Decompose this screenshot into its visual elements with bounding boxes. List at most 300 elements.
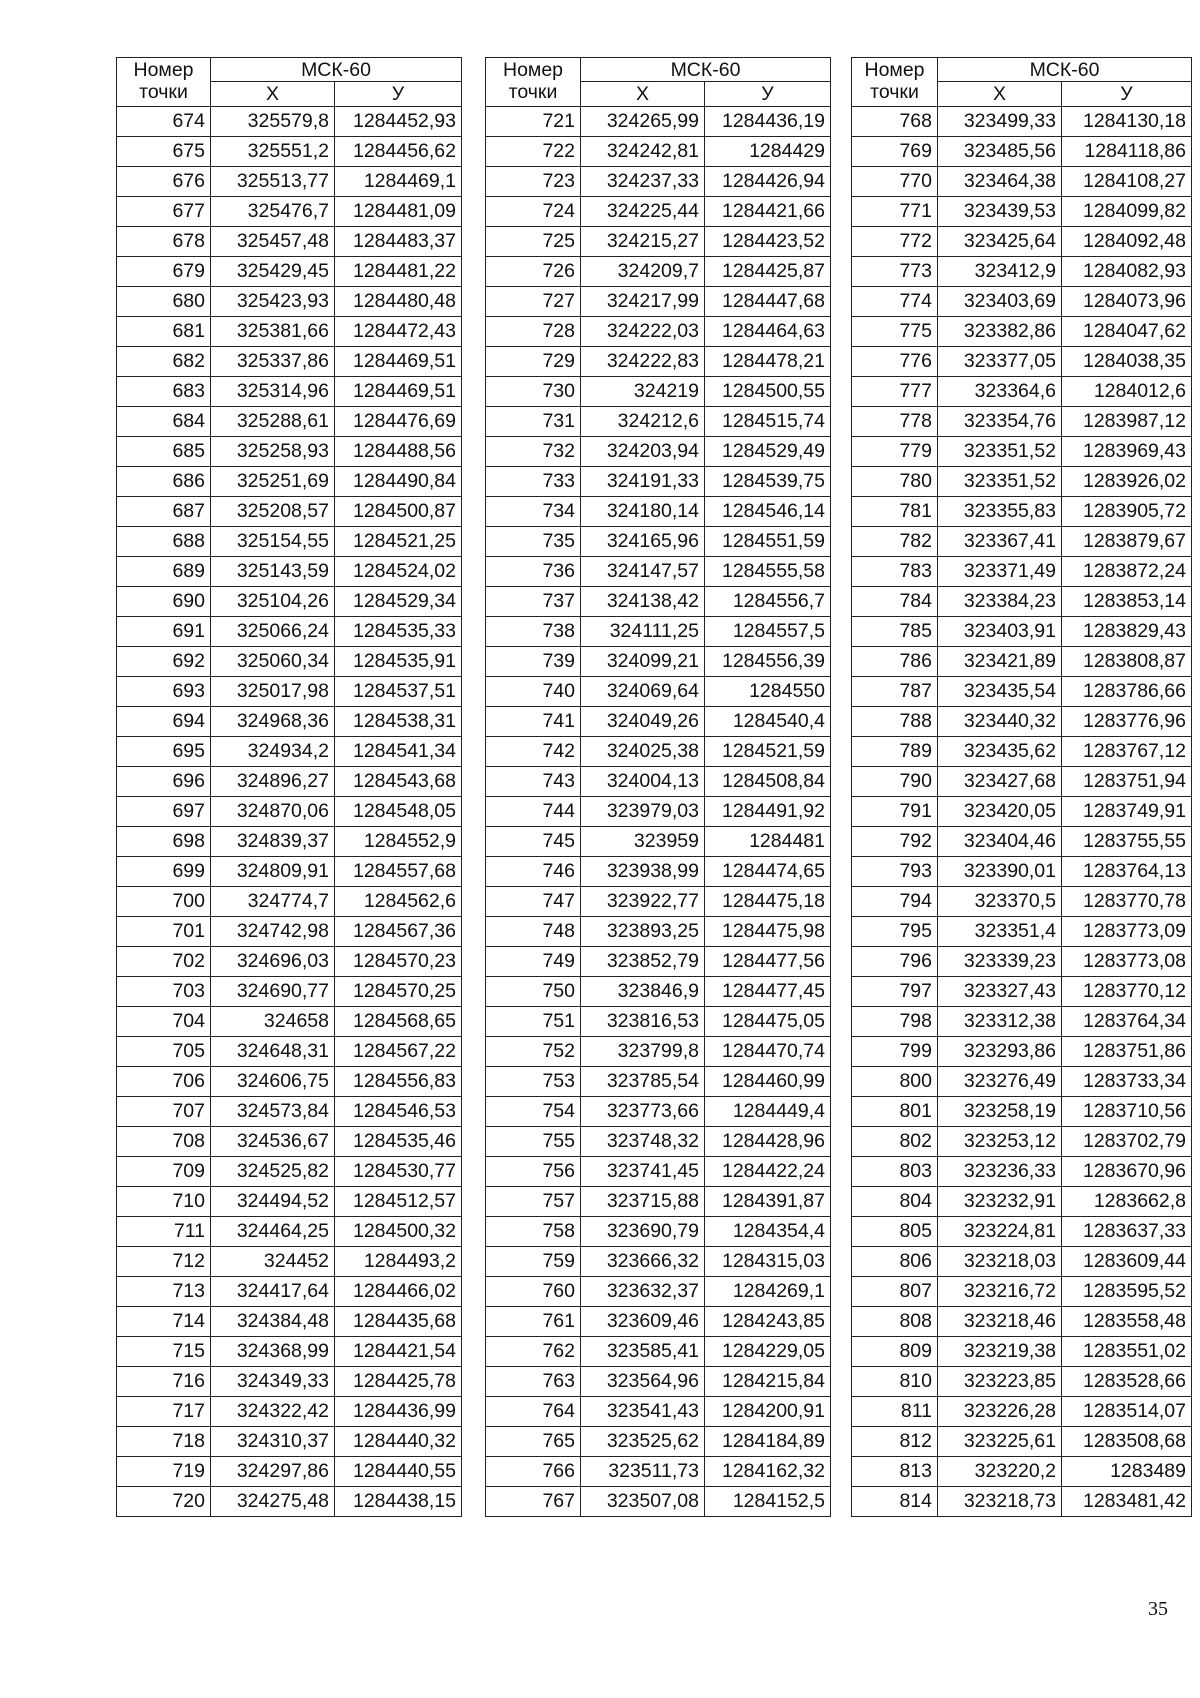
x-cell: 324310,37 <box>211 1427 335 1457</box>
y-cell: 1284099,82 <box>1062 197 1192 227</box>
x-cell: 324774,7 <box>211 887 335 917</box>
table-row <box>117 167 462 197</box>
point-number-cell: 795 <box>852 917 938 947</box>
y-cell: 1284508,84 <box>705 767 831 797</box>
y-cell: 1283755,55 <box>1062 827 1192 857</box>
y-header: У <box>335 82 462 107</box>
table-row <box>486 1187 831 1217</box>
x-cell: 323715,88 <box>581 1187 705 1217</box>
y-cell: 1284423,52 <box>705 227 831 257</box>
x-cell: 323377,05 <box>938 347 1062 377</box>
table-row <box>486 227 831 257</box>
point-number-cell: 724 <box>486 197 581 227</box>
x-cell: 325314,96 <box>211 377 335 407</box>
point-number-cell: 782 <box>852 527 938 557</box>
table-row <box>117 257 462 287</box>
x-cell: 323293,86 <box>938 1037 1062 1067</box>
table-row <box>852 497 1192 527</box>
table-row <box>486 737 831 767</box>
table-row <box>852 257 1192 287</box>
point-number-cell: 720 <box>117 1487 211 1517</box>
table-row <box>117 1037 462 1067</box>
y-cell: 1284540,4 <box>705 707 831 737</box>
y-cell: 1283751,86 <box>1062 1037 1192 1067</box>
table-row <box>117 347 462 377</box>
y-cell: 1284108,27 <box>1062 167 1192 197</box>
x-cell: 323464,38 <box>938 167 1062 197</box>
x-cell: 324242,81 <box>581 137 705 167</box>
table-row <box>486 377 831 407</box>
table-row <box>852 317 1192 347</box>
y-cell: 1283872,24 <box>1062 557 1192 587</box>
coordinates-table-3 <box>851 57 1192 1517</box>
point-number-cell: 721 <box>486 107 581 137</box>
point-number-cell: 741 <box>486 707 581 737</box>
y-cell: 1284475,18 <box>705 887 831 917</box>
point-number-cell: 799 <box>852 1037 938 1067</box>
x-cell: 324494,52 <box>211 1187 335 1217</box>
point-number-cell: 703 <box>117 977 211 1007</box>
x-cell: 324696,03 <box>211 947 335 977</box>
point-number-cell: 699 <box>117 857 211 887</box>
table-row <box>486 887 831 917</box>
table-row <box>117 1097 462 1127</box>
table-row <box>117 437 462 467</box>
point-number-cell: 677 <box>117 197 211 227</box>
table-row <box>486 197 831 227</box>
x-cell: 324384,48 <box>211 1307 335 1337</box>
y-cell: 1283764,34 <box>1062 1007 1192 1037</box>
table-row <box>852 1067 1192 1097</box>
point-number-cell: 698 <box>117 827 211 857</box>
table-row <box>852 107 1192 137</box>
x-cell: 325337,86 <box>211 347 335 377</box>
table-row <box>117 707 462 737</box>
y-cell: 1284421,54 <box>335 1337 462 1367</box>
table-row <box>486 437 831 467</box>
y-cell: 1283767,12 <box>1062 737 1192 767</box>
x-cell: 323223,85 <box>938 1367 1062 1397</box>
point-number-cell: 710 <box>117 1187 211 1217</box>
x-cell: 323435,54 <box>938 677 1062 707</box>
point-number-cell: 809 <box>852 1337 938 1367</box>
y-cell: 1284556,83 <box>335 1067 462 1097</box>
point-number-cell: 730 <box>486 377 581 407</box>
y-cell: 1284130,18 <box>1062 107 1192 137</box>
table-row <box>486 317 831 347</box>
point-number-cell: 763 <box>486 1367 581 1397</box>
x-cell: 325154,55 <box>211 527 335 557</box>
point-number-cell: 695 <box>117 737 211 767</box>
table-row <box>486 347 831 377</box>
y-cell: 1283764,13 <box>1062 857 1192 887</box>
point-number-cell: 781 <box>852 497 938 527</box>
table-row <box>486 107 831 137</box>
point-number-cell: 692 <box>117 647 211 677</box>
table-row <box>486 857 831 887</box>
point-number-cell: 718 <box>117 1427 211 1457</box>
y-cell: 1283879,67 <box>1062 527 1192 557</box>
table-row <box>486 827 831 857</box>
x-cell: 323384,23 <box>938 587 1062 617</box>
point-number-cell: 717 <box>117 1397 211 1427</box>
point-number-cell: 742 <box>486 737 581 767</box>
x-cell: 323403,91 <box>938 617 1062 647</box>
y-cell: 1284491,92 <box>705 797 831 827</box>
x-cell: 325476,7 <box>211 197 335 227</box>
table-row <box>486 497 831 527</box>
table-row <box>852 917 1192 947</box>
y-cell: 1284118,86 <box>1062 137 1192 167</box>
point-number-cell: 685 <box>117 437 211 467</box>
point-number-cell: 686 <box>117 467 211 497</box>
y-cell: 1283749,91 <box>1062 797 1192 827</box>
table-row <box>486 1277 831 1307</box>
y-cell: 1284537,51 <box>335 677 462 707</box>
x-cell: 324219 <box>581 377 705 407</box>
x-cell: 323364,6 <box>938 377 1062 407</box>
table-row <box>486 467 831 497</box>
x-cell: 324452 <box>211 1247 335 1277</box>
x-cell: 324536,67 <box>211 1127 335 1157</box>
y-cell: 1283786,66 <box>1062 677 1192 707</box>
point-number-cell: 702 <box>117 947 211 977</box>
x-cell: 323412,9 <box>938 257 1062 287</box>
y-cell: 1284315,03 <box>705 1247 831 1277</box>
point-number-cell: 678 <box>117 227 211 257</box>
point-number-cell: 745 <box>486 827 581 857</box>
x-cell: 323220,2 <box>938 1457 1062 1487</box>
x-cell: 323421,89 <box>938 647 1062 677</box>
table-row <box>852 1277 1192 1307</box>
table-row <box>852 737 1192 767</box>
y-cell: 1284481,22 <box>335 257 462 287</box>
y-cell: 1284557,68 <box>335 857 462 887</box>
y-cell: 1284184,89 <box>705 1427 831 1457</box>
point-number-cell: 701 <box>117 917 211 947</box>
y-cell: 1283776,96 <box>1062 707 1192 737</box>
table-row <box>852 377 1192 407</box>
point-number-cell: 803 <box>852 1157 938 1187</box>
y-cell: 1284200,91 <box>705 1397 831 1427</box>
x-cell: 323225,61 <box>938 1427 1062 1457</box>
table-row <box>852 407 1192 437</box>
table-row <box>852 197 1192 227</box>
point-number-cell: 708 <box>117 1127 211 1157</box>
x-cell: 324573,84 <box>211 1097 335 1127</box>
point-number-cell: 750 <box>486 977 581 1007</box>
point-number-cell: 769 <box>852 137 938 167</box>
table-row <box>486 407 831 437</box>
x-cell: 323816,53 <box>581 1007 705 1037</box>
point-number-cell: 762 <box>486 1337 581 1367</box>
x-cell: 324896,27 <box>211 767 335 797</box>
point-number-cell: 735 <box>486 527 581 557</box>
point-number-cell: 697 <box>117 797 211 827</box>
point-number-header: Номер точки <box>852 58 938 107</box>
table-row <box>117 1127 462 1157</box>
y-cell: 1283808,87 <box>1062 647 1192 677</box>
table-row <box>852 767 1192 797</box>
point-number-cell: 727 <box>486 287 581 317</box>
table-row <box>852 647 1192 677</box>
table-row <box>117 737 462 767</box>
point-number-cell: 739 <box>486 647 581 677</box>
point-number-cell: 768 <box>852 107 938 137</box>
y-cell: 1284426,94 <box>705 167 831 197</box>
y-cell: 1284421,66 <box>705 197 831 227</box>
point-number-cell: 687 <box>117 497 211 527</box>
table-row <box>486 767 831 797</box>
y-cell: 1283905,72 <box>1062 497 1192 527</box>
y-cell: 1284521,59 <box>705 737 831 767</box>
point-number-cell: 749 <box>486 947 581 977</box>
x-cell: 323511,73 <box>581 1457 705 1487</box>
table-row <box>117 1217 462 1247</box>
x-cell: 323852,79 <box>581 947 705 977</box>
x-cell: 325288,61 <box>211 407 335 437</box>
y-cell: 1284436,19 <box>705 107 831 137</box>
y-cell: 1283528,66 <box>1062 1367 1192 1397</box>
point-number-cell: 755 <box>486 1127 581 1157</box>
point-number-cell: 694 <box>117 707 211 737</box>
point-number-cell: 734 <box>486 497 581 527</box>
x-cell: 325457,48 <box>211 227 335 257</box>
table-row <box>486 1397 831 1427</box>
point-number-cell: 784 <box>852 587 938 617</box>
point-number-cell: 796 <box>852 947 938 977</box>
y-cell: 1284472,43 <box>335 317 462 347</box>
x-cell: 324658 <box>211 1007 335 1037</box>
x-cell: 325208,57 <box>211 497 335 527</box>
x-cell: 323799,8 <box>581 1037 705 1067</box>
point-number-cell: 788 <box>852 707 938 737</box>
point-number-header: Номер точки <box>486 58 581 107</box>
x-cell: 324417,64 <box>211 1277 335 1307</box>
y-cell: 1283489 <box>1062 1457 1192 1487</box>
y-cell: 1284500,87 <box>335 497 462 527</box>
table-row <box>117 1397 462 1427</box>
y-cell: 1283770,12 <box>1062 977 1192 1007</box>
point-number-cell: 732 <box>486 437 581 467</box>
y-cell: 1283710,56 <box>1062 1097 1192 1127</box>
x-cell: 324275,48 <box>211 1487 335 1517</box>
coordinates-table-1 <box>116 57 462 1517</box>
x-cell: 324025,38 <box>581 737 705 767</box>
table-row <box>117 917 462 947</box>
point-number-cell: 688 <box>117 527 211 557</box>
coordinates-table-2 <box>485 57 831 1517</box>
point-number-cell: 787 <box>852 677 938 707</box>
point-number-cell: 812 <box>852 1427 938 1457</box>
table-row <box>117 857 462 887</box>
y-cell: 1284447,68 <box>705 287 831 317</box>
y-cell: 1284521,25 <box>335 527 462 557</box>
x-cell: 324069,64 <box>581 677 705 707</box>
y-cell: 1284477,45 <box>705 977 831 1007</box>
point-number-cell: 780 <box>852 467 938 497</box>
y-cell: 1284493,2 <box>335 1247 462 1277</box>
table-row <box>117 677 462 707</box>
point-number-cell: 693 <box>117 677 211 707</box>
point-number-cell: 689 <box>117 557 211 587</box>
point-number-cell: 716 <box>117 1367 211 1397</box>
point-number-cell: 728 <box>486 317 581 347</box>
table-row <box>852 677 1192 707</box>
y-cell: 1284456,62 <box>335 137 462 167</box>
point-number-cell: 801 <box>852 1097 938 1127</box>
x-cell: 323367,41 <box>938 527 1062 557</box>
table-row <box>852 1217 1192 1247</box>
x-cell: 323439,53 <box>938 197 1062 227</box>
point-number-cell: 709 <box>117 1157 211 1187</box>
y-cell: 1284529,49 <box>705 437 831 467</box>
y-cell: 1284567,36 <box>335 917 462 947</box>
table-row <box>852 1247 1192 1277</box>
y-cell: 1284481 <box>705 827 831 857</box>
y-cell: 1284429 <box>705 137 831 167</box>
table-row <box>117 647 462 677</box>
point-number-cell: 778 <box>852 407 938 437</box>
y-cell: 1284568,65 <box>335 1007 462 1037</box>
y-cell: 1284464,63 <box>705 317 831 347</box>
x-cell: 325513,77 <box>211 167 335 197</box>
x-cell: 325104,26 <box>211 587 335 617</box>
y-cell: 1284512,57 <box>335 1187 462 1217</box>
x-cell: 325066,24 <box>211 617 335 647</box>
y-cell: 1284082,93 <box>1062 257 1192 287</box>
point-number-cell: 726 <box>486 257 581 287</box>
y-cell: 1283662,8 <box>1062 1187 1192 1217</box>
table-row <box>852 1097 1192 1127</box>
point-number-cell: 766 <box>486 1457 581 1487</box>
table-row <box>852 227 1192 257</box>
y-cell: 1284524,02 <box>335 557 462 587</box>
point-number-cell: 773 <box>852 257 938 287</box>
table-row <box>486 1217 831 1247</box>
y-cell: 1284480,48 <box>335 287 462 317</box>
x-cell: 323427,68 <box>938 767 1062 797</box>
x-cell: 323773,66 <box>581 1097 705 1127</box>
y-cell: 1284475,98 <box>705 917 831 947</box>
y-cell: 1284475,05 <box>705 1007 831 1037</box>
x-cell: 324222,03 <box>581 317 705 347</box>
x-cell: 324004,13 <box>581 767 705 797</box>
table-row <box>852 947 1192 977</box>
point-number-cell: 733 <box>486 467 581 497</box>
x-cell: 323218,03 <box>938 1247 1062 1277</box>
point-number-cell: 777 <box>852 377 938 407</box>
y-cell: 1284422,24 <box>705 1157 831 1187</box>
y-cell: 1284500,55 <box>705 377 831 407</box>
point-number-cell: 760 <box>486 1277 581 1307</box>
y-cell: 1284551,59 <box>705 527 831 557</box>
point-number-cell: 756 <box>486 1157 581 1187</box>
table-row <box>852 977 1192 1007</box>
point-number-cell: 791 <box>852 797 938 827</box>
table-row <box>852 1007 1192 1037</box>
table-row <box>486 1247 831 1277</box>
table-row <box>486 527 831 557</box>
y-cell: 1284440,32 <box>335 1427 462 1457</box>
x-cell: 324870,06 <box>211 797 335 827</box>
point-number-cell: 746 <box>486 857 581 887</box>
x-cell: 324191,33 <box>581 467 705 497</box>
table-row <box>486 617 831 647</box>
y-cell: 1284092,48 <box>1062 227 1192 257</box>
y-cell: 1284488,56 <box>335 437 462 467</box>
x-cell: 323354,76 <box>938 407 1062 437</box>
table-row <box>852 707 1192 737</box>
y-cell: 1284481,09 <box>335 197 462 227</box>
point-number-cell: 680 <box>117 287 211 317</box>
table-row <box>117 197 462 227</box>
x-cell: 323258,19 <box>938 1097 1062 1127</box>
table-row <box>117 1007 462 1037</box>
point-number-cell: 747 <box>486 887 581 917</box>
table-row <box>486 257 831 287</box>
x-cell: 323218,73 <box>938 1487 1062 1517</box>
y-cell: 1284466,02 <box>335 1277 462 1307</box>
table-row <box>117 1157 462 1187</box>
point-number-cell: 722 <box>486 137 581 167</box>
point-number-cell: 806 <box>852 1247 938 1277</box>
table-row <box>117 557 462 587</box>
table-row <box>117 1337 462 1367</box>
point-number-cell: 775 <box>852 317 938 347</box>
x-cell: 325381,66 <box>211 317 335 347</box>
point-number-cell: 785 <box>852 617 938 647</box>
y-cell: 1284229,05 <box>705 1337 831 1367</box>
table-row <box>117 137 462 167</box>
table-row <box>486 557 831 587</box>
point-number-cell: 754 <box>486 1097 581 1127</box>
x-cell: 323371,49 <box>938 557 1062 587</box>
x-cell: 323846,9 <box>581 977 705 1007</box>
table-row <box>486 707 831 737</box>
y-cell: 1283514,07 <box>1062 1397 1192 1427</box>
x-cell: 323355,83 <box>938 497 1062 527</box>
point-number-cell: 759 <box>486 1247 581 1277</box>
y-cell: 1284539,75 <box>705 467 831 497</box>
point-number-cell: 713 <box>117 1277 211 1307</box>
x-cell: 323741,45 <box>581 1157 705 1187</box>
x-cell: 324265,99 <box>581 107 705 137</box>
x-cell: 323938,99 <box>581 857 705 887</box>
point-number-cell: 682 <box>117 347 211 377</box>
point-number-cell: 802 <box>852 1127 938 1157</box>
table-row <box>852 1127 1192 1157</box>
table-row <box>117 1247 462 1277</box>
table-row <box>852 887 1192 917</box>
point-number-cell: 798 <box>852 1007 938 1037</box>
point-number-cell: 676 <box>117 167 211 197</box>
x-cell: 323440,32 <box>938 707 1062 737</box>
table-row <box>117 497 462 527</box>
x-cell: 323893,25 <box>581 917 705 947</box>
x-cell: 323253,12 <box>938 1127 1062 1157</box>
y-cell: 1283773,08 <box>1062 947 1192 977</box>
point-number-cell: 793 <box>852 857 938 887</box>
point-number-cell: 811 <box>852 1397 938 1427</box>
x-cell: 323276,49 <box>938 1067 1062 1097</box>
point-number-cell: 792 <box>852 827 938 857</box>
y-cell: 1284529,34 <box>335 587 462 617</box>
y-cell: 1284556,39 <box>705 647 831 677</box>
x-cell: 325251,69 <box>211 467 335 497</box>
y-cell: 1284436,99 <box>335 1397 462 1427</box>
y-cell: 1284047,62 <box>1062 317 1192 347</box>
